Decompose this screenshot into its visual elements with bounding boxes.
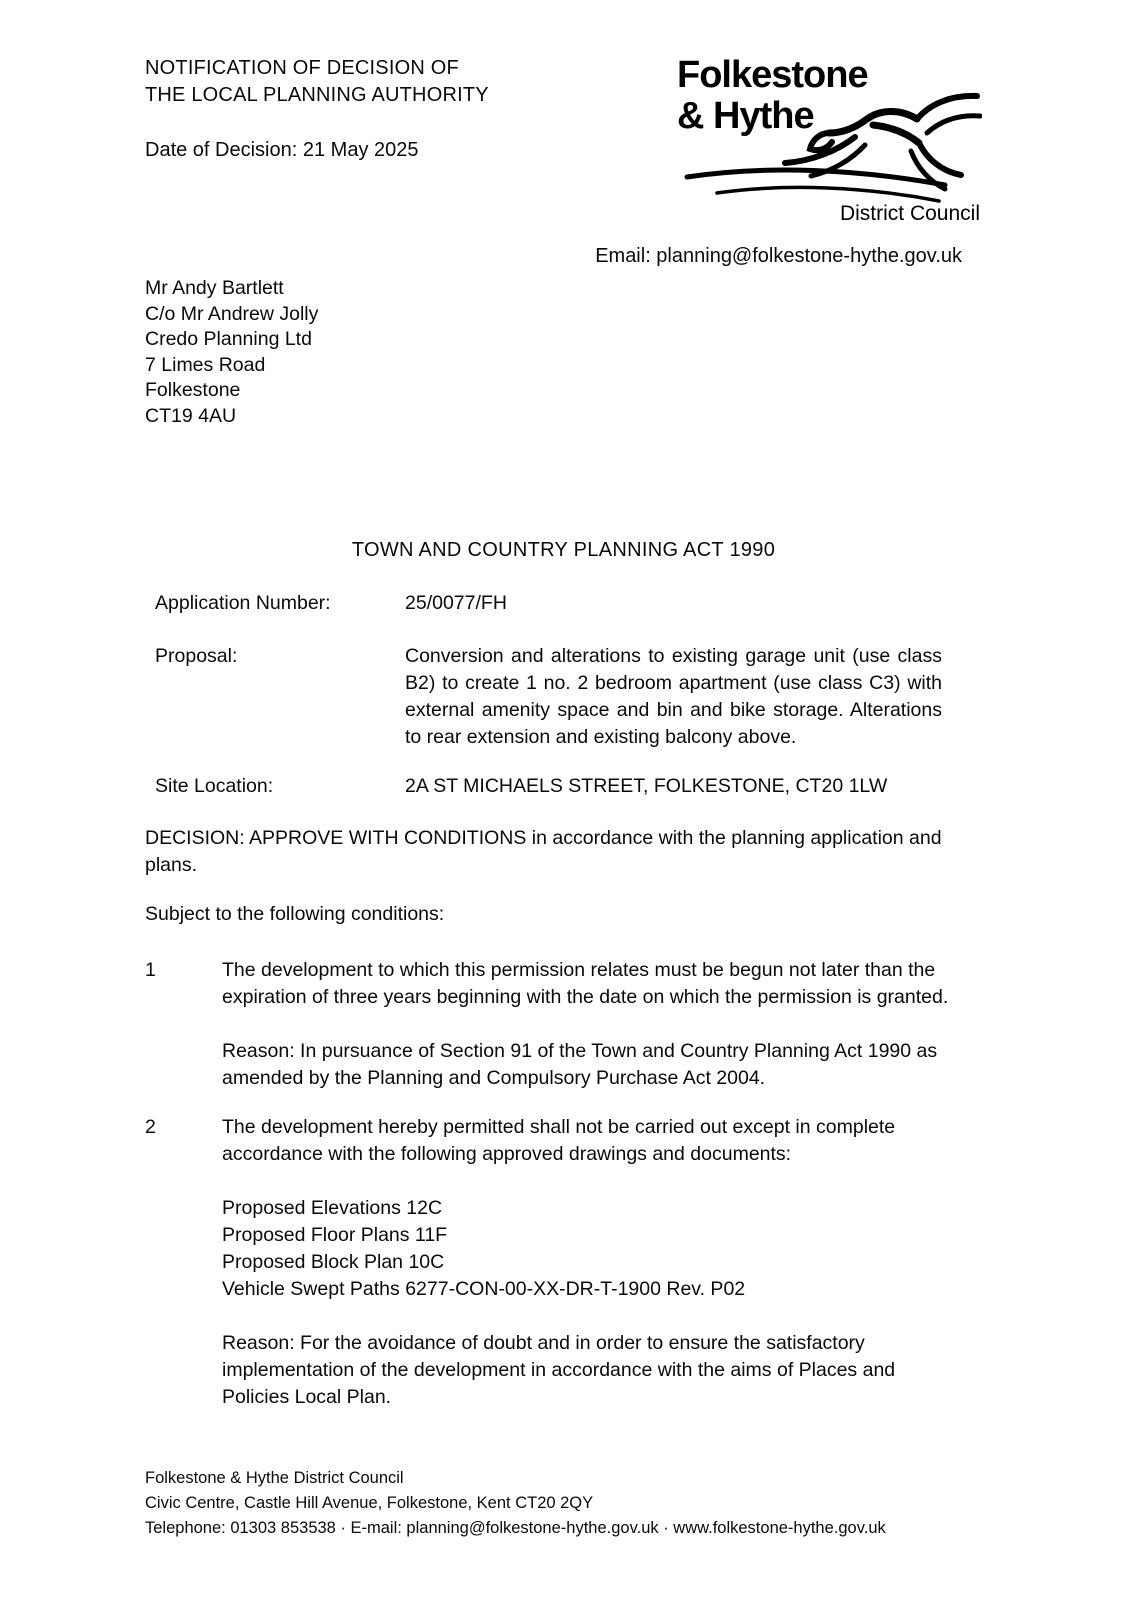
condition-2-text: The development hereby permitted shall not be carried out except in complete accordance with the following approved drawings and documents: — [222, 1116, 896, 1165]
decision-date: Date of Decision: 21 May 2025 — [145, 139, 419, 161]
notification-title-line-1: NOTIFICATION OF DECISION OF — [145, 57, 459, 79]
site-location-value: 2A ST MICHAELS STREET, FOLKESTONE, CT20 1LW — [405, 775, 888, 797]
condition-2-reason: Reason: For the avoidance of doubt and in order to ensure the satisfactory implementation of the development in accordance with the aims of Places and Policies Local Plan. — [222, 1332, 896, 1408]
footer-council-name: Folkestone & Hythe District Council — [145, 1469, 404, 1487]
condition-1-number: 1 — [145, 959, 156, 981]
drawing-item-1: Proposed Elevations 12C — [222, 1197, 443, 1219]
site-location-row — [145, 773, 982, 800]
council-logo — [677, 55, 982, 227]
condition-2-body — [222, 1114, 967, 1411]
proposal-row — [145, 643, 982, 751]
contact-email: Email: planning@folkestone-hythe.gov.uk — [595, 245, 962, 267]
recipient-line-5: Folkestone — [145, 379, 241, 401]
condition-1-text: The development to which this permission relates must be begun not later than the expiration of three years beginning with the date on which the permission is granted. — [222, 959, 949, 1008]
recipient-line-6: CT19 4AU — [145, 404, 237, 427]
notification-title-line-2: THE LOCAL PLANNING AUTHORITY — [145, 84, 489, 106]
application-number-row — [145, 590, 982, 617]
proposal-label: Proposal: — [155, 645, 238, 667]
document-footer — [145, 1466, 992, 1541]
logo-text-district-council: District Council — [839, 202, 980, 225]
act-title: TOWN AND COUNTRY PLANNING ACT 1990 — [351, 539, 776, 561]
notification-title — [145, 55, 489, 109]
application-number-value: 25/0077/FH — [405, 592, 507, 614]
recipient-line-1: Mr Andy Bartlett — [145, 277, 284, 299]
approved-drawings-list — [222, 1195, 967, 1303]
document-header — [145, 55, 982, 227]
footer-address: Civic Centre, Castle Hill Avenue, Folkestone, Kent CT20 2QY — [145, 1494, 594, 1512]
drawing-item-3: Proposed Block Plan 10C — [222, 1251, 445, 1273]
decision-statement: DECISION: APPROVE WITH CONDITIONS in accordance with the planning application and plans. — [145, 827, 942, 876]
condition-1-reason: Reason: In pursuance of Section 91 of the Town and Country Planning Act 1990 as amended by the Planning and Compulsory Purchase Act 2004. — [222, 1040, 938, 1089]
condition-2-number: 2 — [145, 1116, 156, 1138]
footer-contact: Telephone: 01303 853538 · E-mail: planning@folkestone-hythe.gov.uk · www.folkestone-hythe.gov.uk — [145, 1519, 886, 1537]
drawing-item-2: Proposed Floor Plans 11F — [222, 1224, 448, 1246]
drawing-item-4: Vehicle Swept Paths 6277-CON-00-XX-DR-T-1900 Rev. P02 — [222, 1278, 746, 1300]
condition-1 — [145, 957, 982, 1092]
condition-2 — [145, 1114, 982, 1411]
header-left — [145, 55, 489, 164]
logo-text-and-hythe: & Hythe — [677, 95, 814, 137]
recipient-address — [145, 276, 982, 429]
recipient-line-3: Credo Planning Ltd — [145, 328, 312, 350]
proposal-value: Conversion and alterations to existing garage unit (use class B2) to create 1 no. 2 bedroom apartment (use class C3) with external amenity space and bin and bike storage. Alterations to rear extension and existing balcony above. — [405, 645, 942, 748]
application-number-label: Application Number: — [155, 592, 331, 614]
condition-1-body — [222, 957, 967, 1092]
logo-text-folkestone: Folkestone — [677, 54, 868, 96]
site-location-label: Site Location: — [155, 775, 274, 797]
recipient-line-2: C/o Mr Andrew Jolly — [145, 302, 319, 325]
recipient-line-4: 7 Limes Road — [145, 353, 266, 376]
conditions-intro: Subject to the following conditions: — [145, 903, 445, 925]
